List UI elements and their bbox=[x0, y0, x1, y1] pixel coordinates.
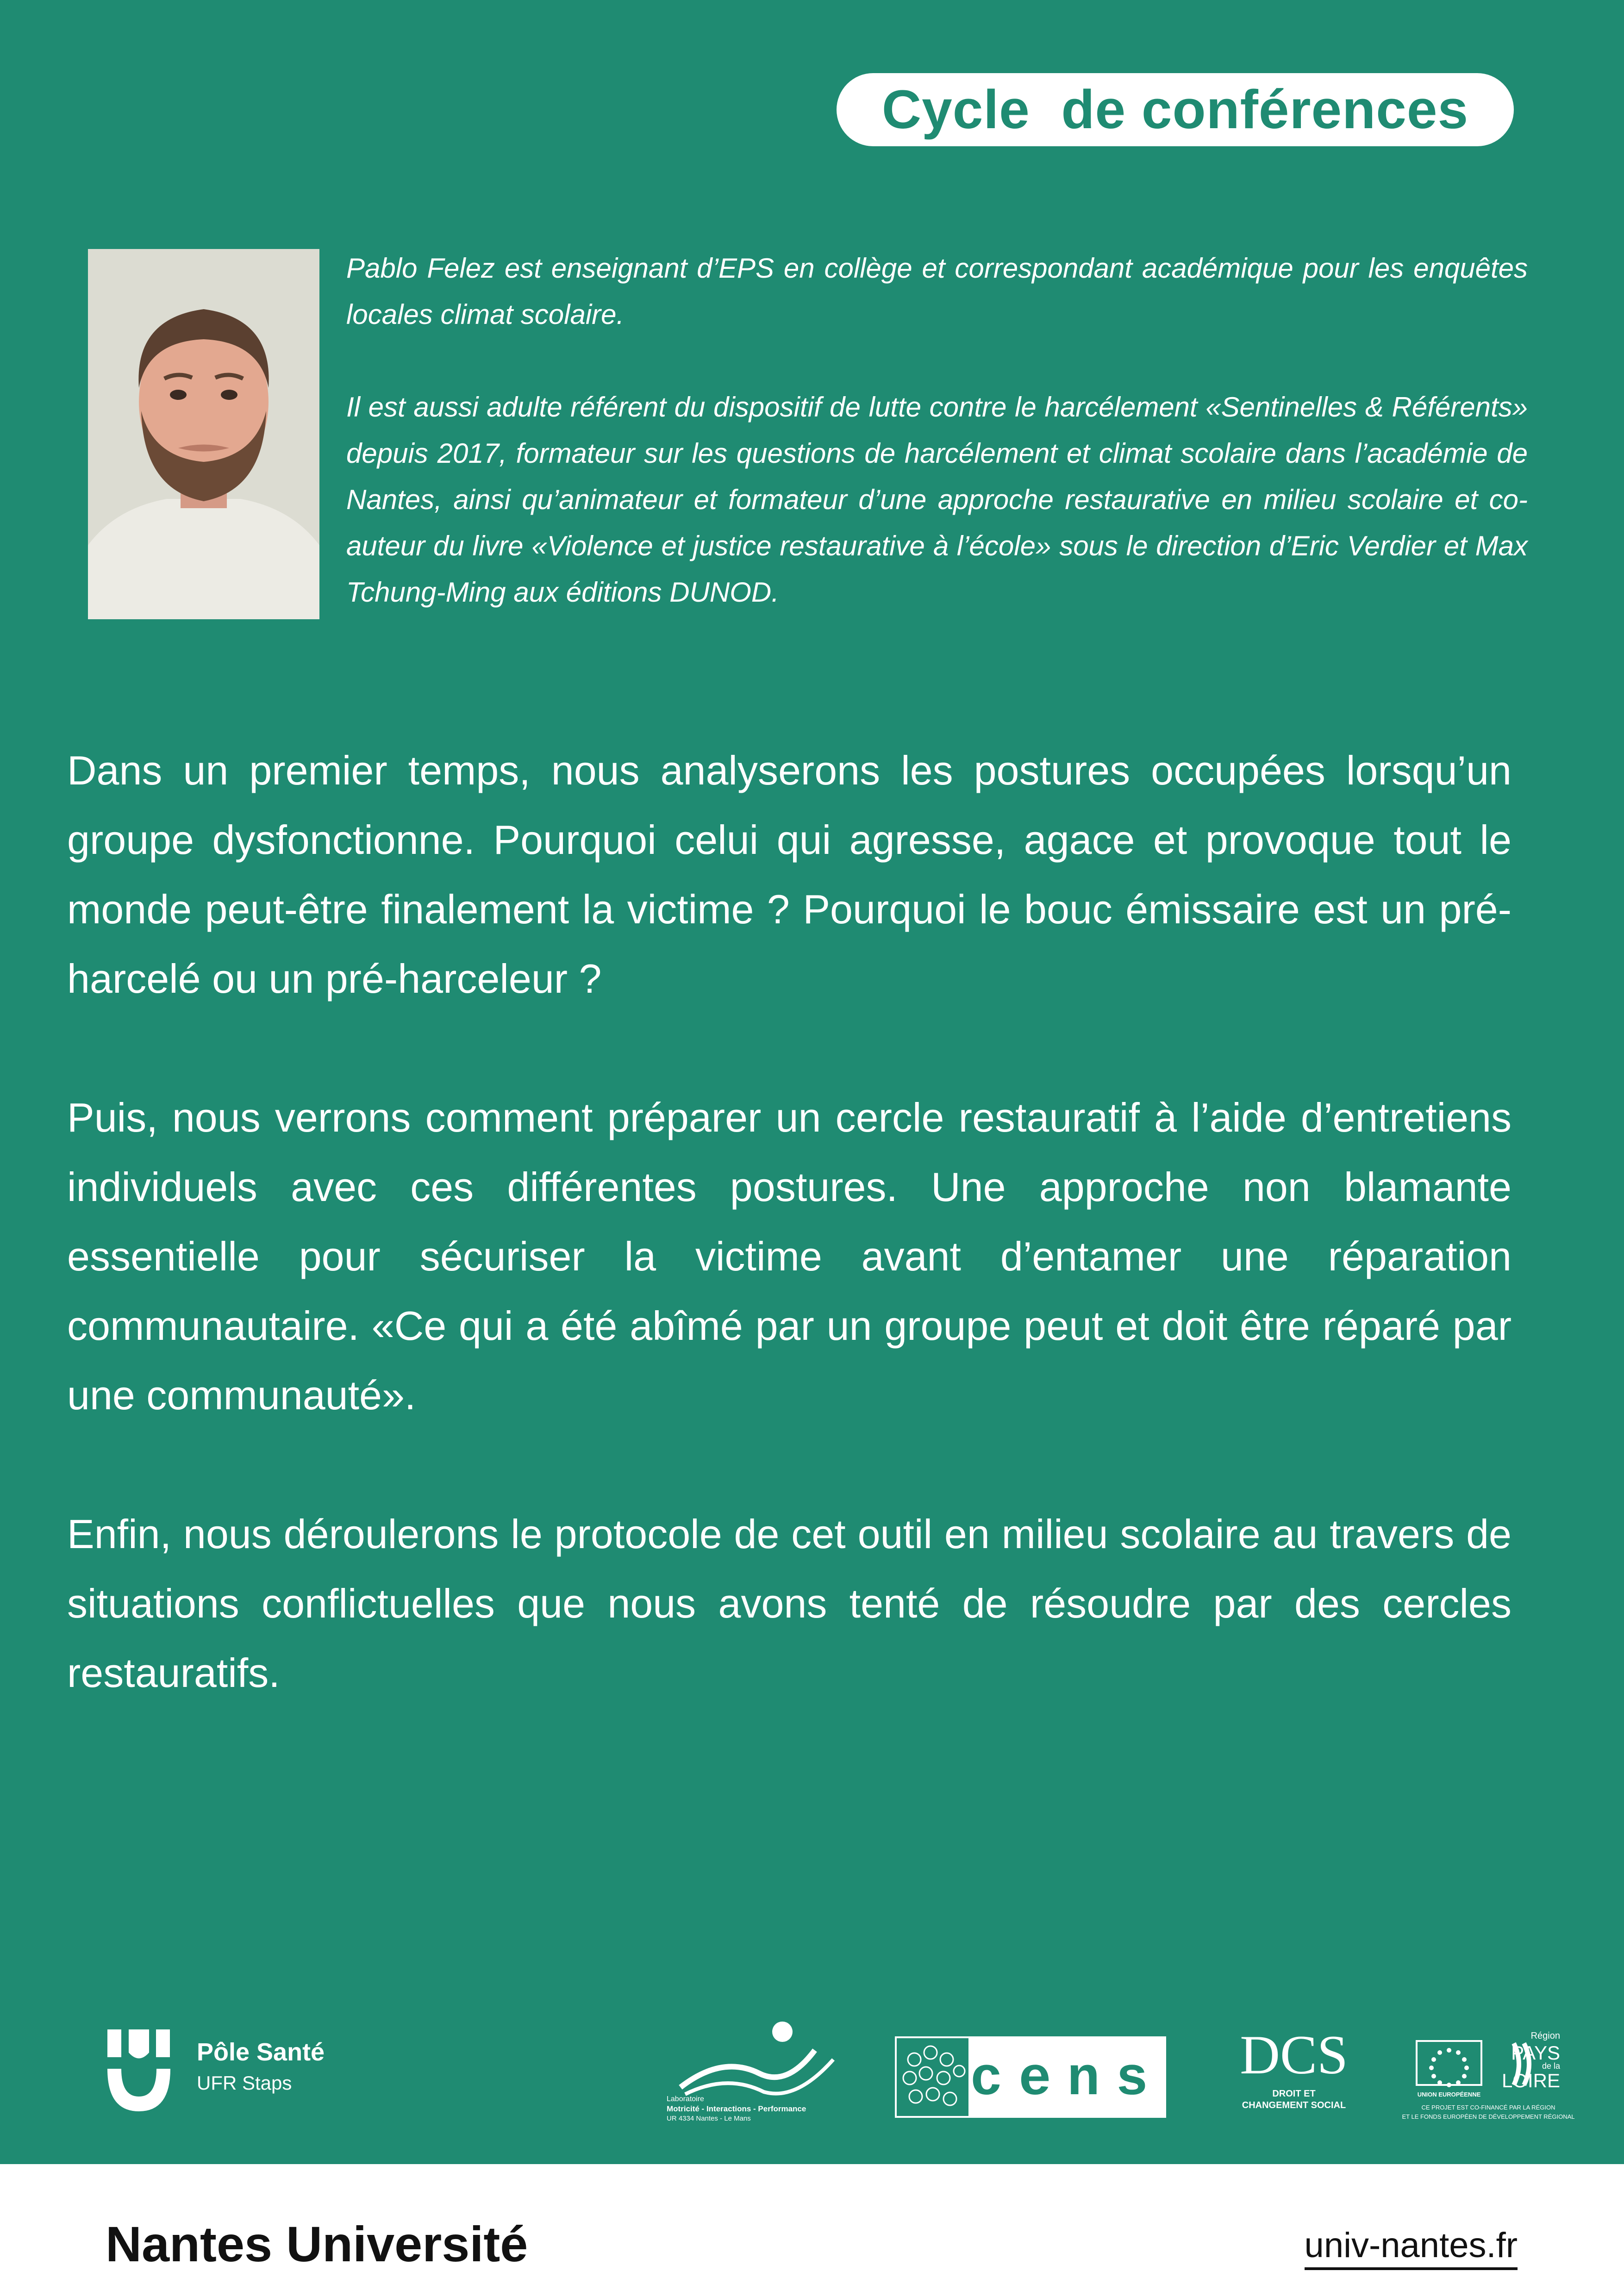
speaker-bio bbox=[346, 245, 1528, 616]
mip-line2: Motricité - Interactions - Performance bbox=[667, 2104, 806, 2113]
region-small: Région bbox=[1530, 2031, 1560, 2041]
partner-logos bbox=[0, 2004, 1624, 2134]
pole-sante-subtitle: UFR Staps bbox=[197, 2072, 292, 2094]
bio-paragraph: Il est aussi adulte référent du dispositif de lutte contre le harcélement «Sentinelles & Référents» depuis 2017, formateur sur les questions de harcélement et climat scolaire dans l’académie de Nantes, ainsi qu’animateur et formateur d’une approche restaurative en milieu scolaire et co-auteur du livre «Violence et justice restaurative à l’école» sous le direction d’Eric Verdier et Max Tchung-Ming aux éditions DUNOD. bbox=[346, 392, 1528, 608]
footer bbox=[0, 2164, 1624, 2296]
pole-sante-title: Pôle Santé bbox=[197, 2038, 325, 2066]
body-paragraph: Dans un premier temps, nous analyserons les postures occupées lorsqu’un groupe dysfonctionne. Pourquoi celui qui agresse, agace et provoque tout le monde peut-être finalement la victime ? Pourquoi le bouc émissaire est un pré-harcelé ou un pré-harceleur ? bbox=[67, 747, 1512, 1002]
region-de-la: de la bbox=[1542, 2061, 1560, 2071]
mip-line1: Laboratoire bbox=[667, 2095, 704, 2103]
bio-paragraph: Pablo Felez est enseignant d’EPS en collège et correspondant académique pour les enquêtes locales climat scolaire. bbox=[346, 253, 1528, 330]
region-eu-logo bbox=[1402, 2031, 1574, 2120]
cens-text: cens bbox=[970, 2049, 1164, 2111]
region-loire: LOIRE bbox=[1501, 2070, 1560, 2091]
dcs-line2: CHANGEMENT SOCIAL bbox=[1242, 2100, 1346, 2110]
funding-line1: CE PROJET EST CO-FINANCÉ PAR LA RÉGION bbox=[1421, 2104, 1555, 2111]
cens-logo bbox=[896, 2037, 1165, 2117]
dcs-line1: DROIT ET bbox=[1272, 2089, 1316, 2099]
page-title: Cycle de conférences bbox=[881, 79, 1469, 140]
funding-line2: ET LE FONDS EUROPÉEN DE DÉVELOPPEMENT RÉGIONAL bbox=[1402, 2113, 1575, 2120]
body-paragraph: Enfin, nous déroulerons le protocole de cet outil en milieu scolaire au travers de situations conflictuelles que nous avons tenté de résoudre par des cercles restauratifs. bbox=[67, 1511, 1512, 1696]
university-name: Nantes Université bbox=[106, 2216, 528, 2272]
eu-label: UNION EUROPÉENNE bbox=[1417, 2091, 1481, 2098]
speaker-photo bbox=[88, 249, 319, 619]
pole-sante-logo bbox=[107, 2029, 325, 2111]
body-paragraph: Puis, nous verrons comment préparer un cercle restauratif à l’aide d’entretiens individuels avec ces différentes postures. Une approche non blamante essentielle pour sécuriser la victime avant d’entamer une réparation communautaire. «Ce qui a été abîmé par un groupe peut et doit être réparé par une communauté». bbox=[67, 1095, 1512, 1418]
university-link[interactable]: univ-nantes.fr bbox=[1305, 2225, 1518, 2270]
main-text bbox=[67, 736, 1512, 1708]
dcs-mark: DCS bbox=[1240, 2024, 1348, 2085]
mip-line3: UR 4334 Nantes - Le Mans bbox=[667, 2115, 751, 2122]
dcs-logo bbox=[1240, 2024, 1348, 2110]
region-pays: PAYS bbox=[1511, 2042, 1560, 2064]
mip-logo bbox=[667, 2022, 833, 2122]
header-pill bbox=[837, 73, 1514, 146]
